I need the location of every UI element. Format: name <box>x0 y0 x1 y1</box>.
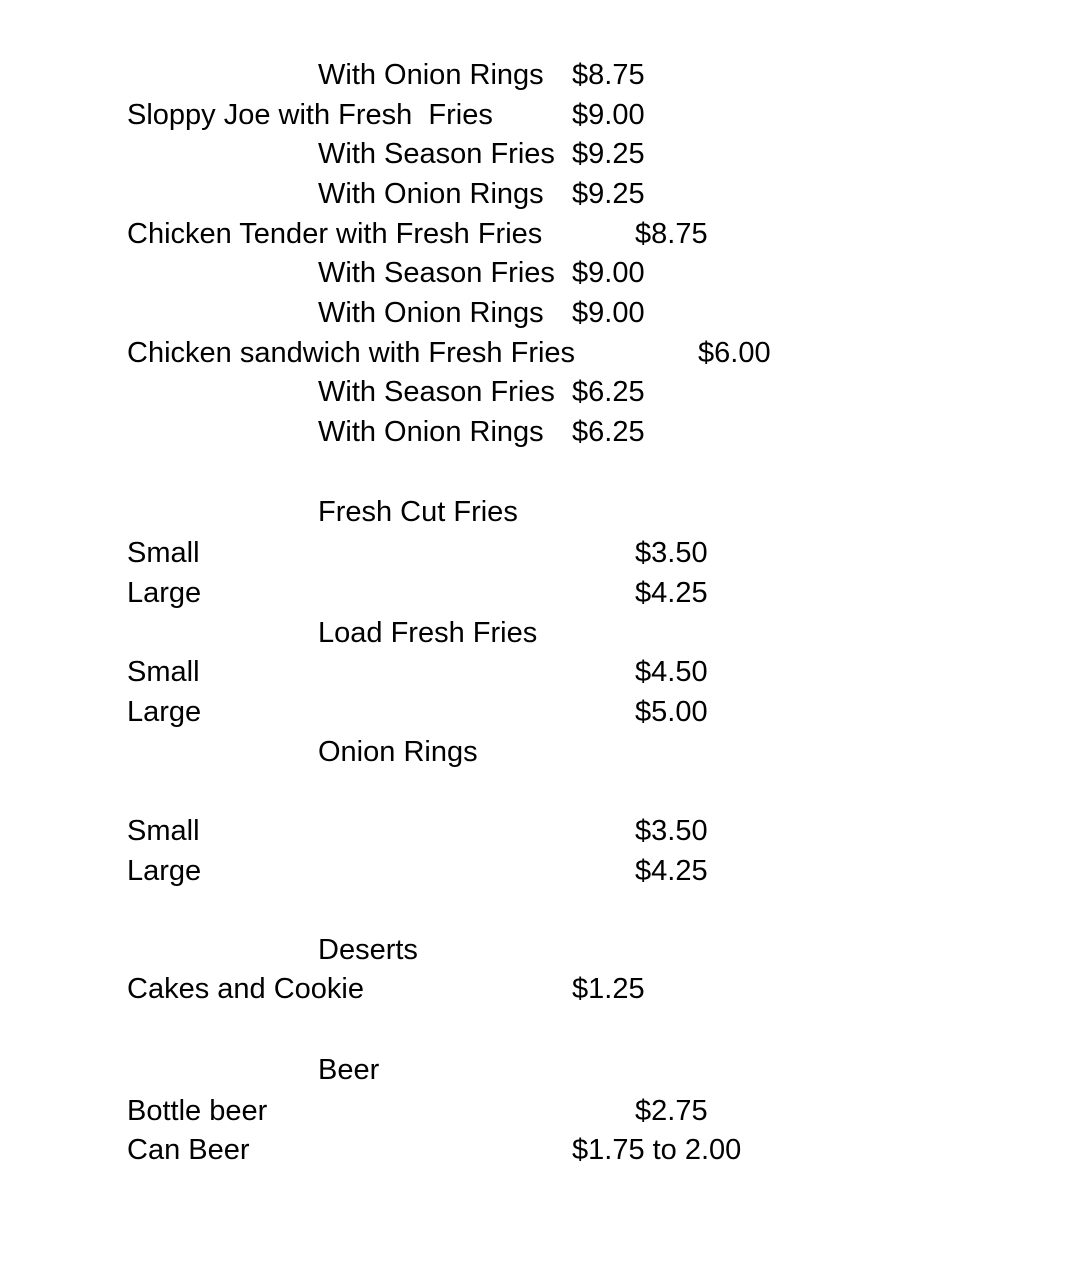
section-heading-beer: Beer <box>318 1054 380 1086</box>
item-label: Small <box>127 815 200 847</box>
item-label: Cakes and Cookie <box>127 973 364 1005</box>
item-price: $1.75 to 2.00 <box>572 1134 742 1166</box>
item-price: $2.75 <box>635 1095 708 1127</box>
item-label: With Onion Rings <box>318 178 544 210</box>
item-price: $1.25 <box>572 973 645 1005</box>
item-label: Can Beer <box>127 1134 250 1166</box>
item-price: $9.00 <box>572 297 645 329</box>
item-label: Bottle beer <box>127 1095 268 1127</box>
item-label: Large <box>127 855 202 887</box>
section-heading-load-fresh-fries: Load Fresh Fries <box>318 617 538 649</box>
item-label: With Season Fries <box>318 138 555 170</box>
item-price: $6.00 <box>698 337 771 369</box>
item-price: $6.25 <box>572 376 645 408</box>
item-label: With Onion Rings <box>318 297 544 329</box>
item-label: Large <box>127 577 202 609</box>
item-price: $9.00 <box>572 99 645 131</box>
item-label: Large <box>127 696 202 728</box>
item-price: $4.25 <box>635 855 708 887</box>
item-label: With Onion Rings <box>318 416 544 448</box>
item-price: $3.50 <box>635 537 708 569</box>
item-label: Chicken Tender with Fresh Fries <box>127 218 543 250</box>
item-price: $6.25 <box>572 416 645 448</box>
item-price: $8.75 <box>572 59 645 91</box>
item-price: $5.00 <box>635 696 708 728</box>
item-label: Chicken sandwich with Fresh Fries <box>127 337 576 369</box>
item-price: $9.25 <box>572 178 645 210</box>
item-label: Small <box>127 537 200 569</box>
section-heading-onion-rings: Onion Rings <box>318 736 478 768</box>
section-heading-deserts: Deserts <box>318 934 418 966</box>
item-price: $9.00 <box>572 257 645 289</box>
item-label: With Season Fries <box>318 257 555 289</box>
item-price: $3.50 <box>635 815 708 847</box>
item-price: $4.50 <box>635 656 708 688</box>
item-label: Sloppy Joe with Fresh Fries <box>127 99 493 131</box>
item-price: $8.75 <box>635 218 708 250</box>
item-price: $9.25 <box>572 138 645 170</box>
item-label: With Onion Rings <box>318 59 544 91</box>
item-label: Small <box>127 656 200 688</box>
section-heading-fresh-cut-fries: Fresh Cut Fries <box>318 496 518 528</box>
item-price: $4.25 <box>635 577 708 609</box>
item-label: With Season Fries <box>318 376 555 408</box>
